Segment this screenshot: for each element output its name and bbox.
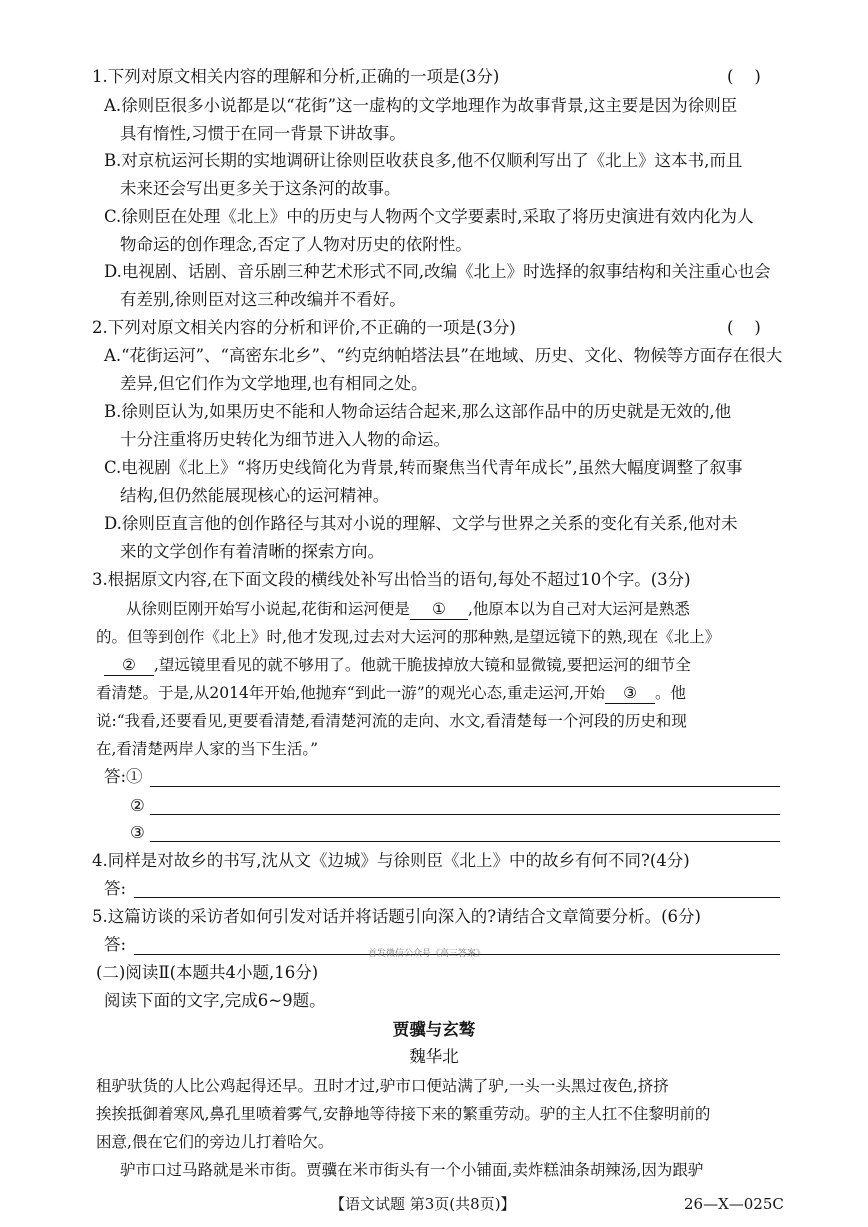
q3-answer-label: 答:① <box>104 767 143 786</box>
q2-option-b-cont: 十分注重将历史转化为细节进入人物的命运。 <box>120 430 450 449</box>
q3-passage-line3 <box>104 654 691 676</box>
q2-option-d: D.徐则臣直言他的创作路径与其对小说的理解、文学与世界之关系的变化有关系,他对未 <box>104 514 738 533</box>
q4-stem: 4.同样是对故乡的书写,沈从文《边城》与徐则臣《北上》中的故乡有何不同?(4分) <box>92 851 690 870</box>
q2-option-c-cont: 结构,但仍然能展现核心的运河精神。 <box>120 486 390 505</box>
watermark-text: 首发微信公众号《高三答案》 <box>368 949 486 959</box>
q3-passage-line1 <box>126 598 690 620</box>
story-paragraph-line: 驴市口过马路就是米市街。贾骥在米市街头有一个小铺面,卖炸糕油条胡辣汤,因为跟驴 <box>120 1161 704 1179</box>
q3-passage-line6: 在,看清楚两岸人家的当下生活。” <box>96 740 319 758</box>
q3-passage-text: 看清楚。于是,从2014年开始,他抛弃“到此一游”的观光心态,重走运河,开始 <box>96 684 606 702</box>
exam-code: 26—X—025C <box>684 1195 784 1213</box>
section2-heading: (二)阅读Ⅱ(本题共4小题,16分) <box>96 963 319 982</box>
section2-instruction: 阅读下面的文字,完成6~9题。 <box>104 991 326 1010</box>
q1-option-a: A.徐则臣很多小说都是以“花街”这一虚构的文学地理作为故事背景,这主要是因为徐则臣 <box>104 96 738 115</box>
q3-answer-label-2: ② <box>130 796 145 815</box>
q1-option-c-cont: 物命运的创作理念,否定了人物对历史的依附性。 <box>120 235 472 254</box>
story-title: 贾骥与玄骜 <box>392 1020 476 1039</box>
story-paragraph-line: 困意,偎在它们的旁边儿打着哈欠。 <box>96 1133 334 1151</box>
q1-option-d-cont: 有差别,徐则臣对这三种改编并不看好。 <box>120 290 406 309</box>
story-paragraph-line: 租驴驮货的人比公鸡起得还早。丑时才过,驴市口便站满了驴,一头一头黑过夜色,挤挤 <box>96 1077 669 1095</box>
q4-answer-line[interactable] <box>134 897 780 898</box>
q3-answer-label-3: ③ <box>130 823 145 842</box>
q2-option-a: A.“花街运河”、“高密东北乡”、“约克纳帕塔法县”在地域、历史、文化、物候等方面存在很大 <box>104 346 783 365</box>
page-footer: 【语文试题 第3页(共8页)】 <box>330 1195 516 1213</box>
q3-blank-1[interactable]: ① <box>410 599 468 620</box>
q1-option-b: B.对京杭运河长期的实地调研让徐则臣收获良多,他不仅顺利写出了《北上》这本书,而且 <box>104 151 743 170</box>
q3-blank-2[interactable]: ② <box>104 655 154 676</box>
q3-blank-3[interactable]: ③ <box>605 683 655 704</box>
q4-answer-label: 答: <box>104 879 127 898</box>
q3-stem: 3.根据原文内容,在下面文段的横线处补写出恰当的语句,每处不超过10个字。(3分) <box>92 570 691 589</box>
q3-answer-line-1[interactable] <box>150 786 780 787</box>
q1-stem: 1.下列对原文相关内容的理解和分析,正确的一项是(3分) <box>92 67 500 86</box>
q3-passage-line5: 说:“我看,还要看见,更要看清楚,看清楚河流的走向、水文,看清楚每一个河段的历史和现 <box>96 712 687 730</box>
q2-option-b: B.徐则臣认为,如果历史不能和人物命运结合起来,那么这部作品中的历史就是无效的,他 <box>104 402 732 421</box>
q2-answer-paren[interactable]: ( ) <box>727 318 761 337</box>
q2-option-c: C.电视剧《北上》“将历史线简化为背景,转而聚焦当代青年成长”,虽然大幅度调整了叙事 <box>104 458 743 477</box>
q5-answer-label: 答: <box>104 935 127 954</box>
q5-stem: 5.这篇访谈的采访者如何引发对话并将话题引向深入的?请结合文章简要分析。(6分) <box>92 907 701 926</box>
story-paragraph-line: 挨挨抵御着寒风,鼻孔里喷着雾气,安静地等待接下来的繁重劳动。驴的主人扛不住黎明前的 <box>96 1105 711 1123</box>
q3-passage-text: 从徐则臣刚开始写小说起,花街和运河便是 <box>126 600 410 618</box>
q2-option-a-cont: 差异,但它们作为文学地理,也有相同之处。 <box>120 374 428 393</box>
q1-answer-paren[interactable]: ( ) <box>727 67 761 86</box>
q3-answer-line-2[interactable] <box>150 814 780 815</box>
q3-passage-line4 <box>96 682 686 704</box>
q3-passage-text: ,他原本以为自己对大运河是熟悉 <box>467 600 690 618</box>
q2-option-d-cont: 来的文学创作有着清晰的探索方向。 <box>120 542 384 561</box>
q3-answer-line-3[interactable] <box>150 841 780 842</box>
q1-option-b-cont: 未来还会写出更多关于这条河的故事。 <box>120 179 401 198</box>
q1-option-a-cont: 具有惰性,习惯于在同一背景下讲故事。 <box>120 124 406 143</box>
q2-stem: 2.下列对原文相关内容的分析和评价,不正确的一项是(3分) <box>92 318 516 337</box>
q1-option-d: D.电视剧、话剧、音乐剧三种艺术形式不同,改编《北上》时选择的叙事结构和关注重心也会 <box>104 262 771 281</box>
q1-option-c: C.徐则臣在处理《北上》中的历史与人物两个文学要素时,采取了将历史演进有效内化为人 <box>104 207 754 226</box>
q3-passage-text: ,望远镜里看见的就不够用了。他就干脆拔掉放大镜和显微镜,要把运河的细节全 <box>154 656 691 674</box>
story-author: 魏华北 <box>409 1047 459 1066</box>
q3-passage-text: 。他 <box>655 684 687 702</box>
q3-passage-line2: 的。但等到创作《北上》时,他才发现,过去对大运河的那种熟,是望远镜下的熟,现在《北上》 <box>96 628 721 646</box>
